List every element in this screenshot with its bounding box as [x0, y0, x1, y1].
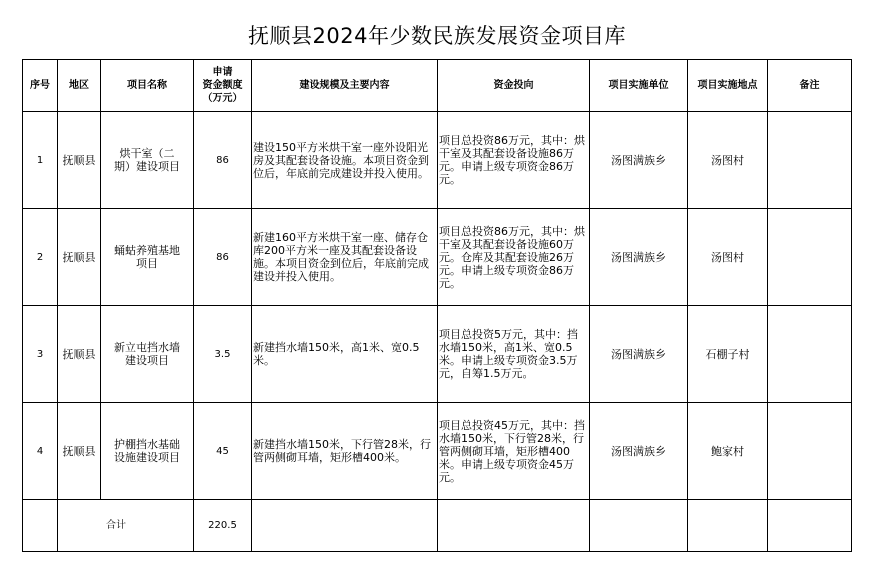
table-row: [23, 403, 852, 500]
header-region: 地区: [58, 60, 101, 112]
cell-unit: 汤图满族乡: [590, 112, 688, 209]
cell-empty: [252, 500, 438, 552]
cell-empty: [688, 500, 768, 552]
cell-region: 抚顺县: [58, 403, 101, 500]
total-row: [23, 500, 852, 552]
cell-content: 新建挡水墙150米，下行管28米，行管两侧砌耳墙，矩形槽400米。: [252, 403, 438, 500]
table-row: [23, 306, 852, 403]
page-title: 抚顺县2024年少数民族发展资金项目库: [248, 24, 626, 48]
cell-seq: 2: [23, 209, 58, 306]
header-row: [23, 60, 852, 112]
cell-empty: [23, 500, 58, 552]
cell-name: 护棚挡水基础 设施建设项目: [101, 403, 194, 500]
cell-seq: 3: [23, 306, 58, 403]
header-note: 备注: [768, 60, 852, 112]
cell-seq: 1: [23, 112, 58, 209]
header-seq: 序号: [23, 60, 58, 112]
header-unit: 项目实施单位: [590, 60, 688, 112]
cell-amount: 86: [194, 209, 252, 306]
cell-name: 烘干室（二 期）建设项目: [101, 112, 194, 209]
total-amount: 220.5: [194, 500, 252, 552]
cell-empty: [438, 500, 590, 552]
cell-invest: 项目总投资86万元，其中：烘干室及其配套设备设施86万元。申请上级专项资金86万元。: [438, 112, 590, 209]
cell-invest: 项目总投资86万元，其中：烘干室及其配套设备设施60万元。仓库及其配套设施26万元。申请上级专项资金86万元。: [438, 209, 590, 306]
cell-place: 鲍家村: [688, 403, 768, 500]
cell-empty: [768, 500, 852, 552]
header-name: 项目名称: [101, 60, 194, 112]
header-amount: 申请 资金额度 （万元）: [194, 60, 252, 112]
cell-region: 抚顺县: [58, 306, 101, 403]
cell-invest: 项目总投资5万元，其中：挡水墙150米，高1米、宽0.5米。申请上级专项资金3.5万元，自筹1.5万元。: [438, 306, 590, 403]
total-label: 合计: [58, 500, 194, 552]
header-invest: 资金投向: [438, 60, 590, 112]
cell-note: [768, 112, 852, 209]
cell-content: 建设150平方米烘干室一座外设阳光房及其配套设备设施。本项目资金到位后，年底前完成建设并投入使用。: [252, 112, 438, 209]
cell-region: 抚顺县: [58, 112, 101, 209]
cell-unit: 汤图满族乡: [590, 403, 688, 500]
cell-amount: 86: [194, 112, 252, 209]
cell-name: 蛹蛄养殖基地 项目: [101, 209, 194, 306]
cell-invest: 项目总投资45万元，其中：挡水墙150米，下行管28米，行管两侧砌耳墙，矩形槽400米。申请上级专项资金45万元。: [438, 403, 590, 500]
project-table: [22, 59, 852, 552]
table-row: [23, 112, 852, 209]
cell-place: 汤图村: [688, 112, 768, 209]
table-row: [23, 209, 852, 306]
cell-amount: 45: [194, 403, 252, 500]
cell-note: [768, 209, 852, 306]
header-content: 建设规模及主要内容: [252, 60, 438, 112]
cell-note: [768, 306, 852, 403]
cell-content: 新建160平方米烘干室一座、储存仓库200平方米一座及其配套设备设施。本项目资金到位后，年底前完成建设并投入使用。: [252, 209, 438, 306]
cell-place: 石棚子村: [688, 306, 768, 403]
cell-amount: 3.5: [194, 306, 252, 403]
cell-unit: 汤图满族乡: [590, 209, 688, 306]
cell-empty: [590, 500, 688, 552]
cell-place: 汤图村: [688, 209, 768, 306]
cell-seq: 4: [23, 403, 58, 500]
cell-note: [768, 403, 852, 500]
cell-name: 新立屯挡水墙 建设项目: [101, 306, 194, 403]
cell-region: 抚顺县: [58, 209, 101, 306]
cell-content: 新建挡水墙150米，高1米、宽0.5米。: [252, 306, 438, 403]
cell-unit: 汤图满族乡: [590, 306, 688, 403]
header-place: 项目实施地点: [688, 60, 768, 112]
